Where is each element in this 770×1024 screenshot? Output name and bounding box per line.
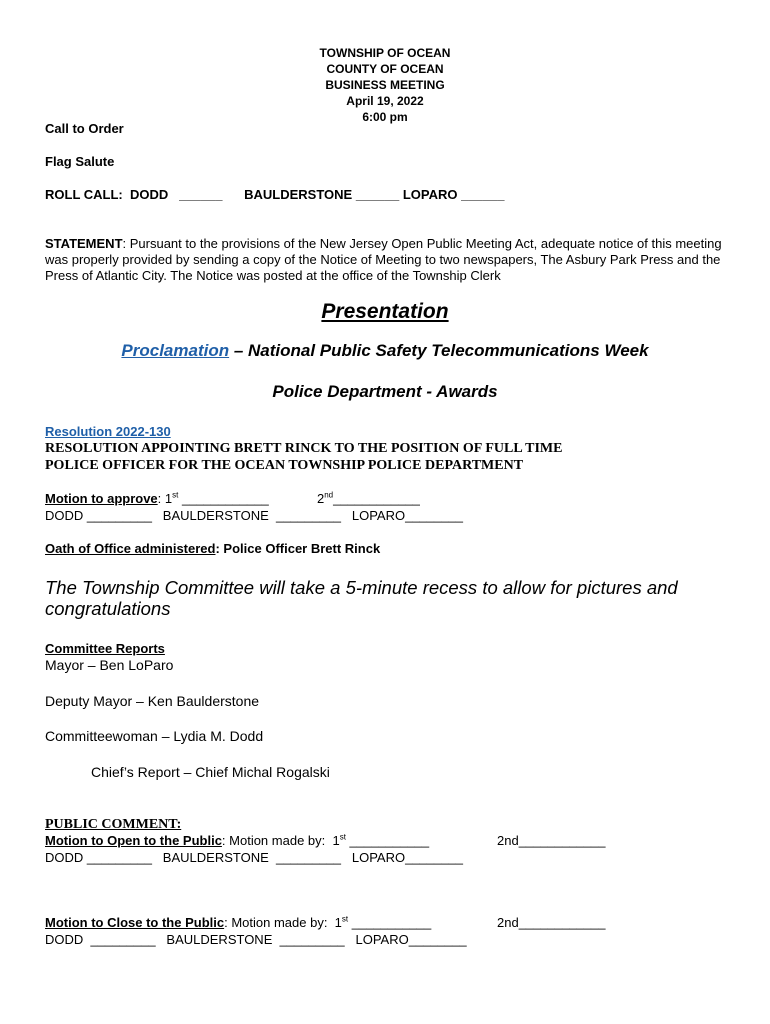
proclamation-text: – National Public Safety Telecommunications Week bbox=[229, 341, 649, 360]
first-superscript: st bbox=[172, 490, 179, 500]
resolution-title-line1: RESOLUTION APPOINTING BRETT RINCK TO THE POSITION OF FULL TIME bbox=[45, 441, 563, 456]
report-chief: Chief’s Report – Chief Michal Rogalski bbox=[91, 764, 330, 780]
motion-close-blank: ___________ bbox=[348, 915, 432, 930]
motion-open-label: Motion to Open to the Public bbox=[45, 833, 222, 848]
statement-label: STATEMENT bbox=[45, 236, 123, 251]
proclamation-link[interactable]: Proclamation bbox=[121, 341, 230, 360]
statement-paragraph bbox=[45, 236, 725, 284]
motion-first-blank: ____________ bbox=[178, 491, 269, 506]
motion-first-label: : 1 bbox=[157, 491, 173, 506]
motion-close-votes: DODD _________ BAULDERSTONE _________ LOPARO________ bbox=[45, 932, 467, 947]
public-comment-heading: PUBLIC COMMENT: bbox=[45, 817, 182, 832]
open-superscript: st bbox=[339, 832, 346, 842]
report-committeewoman: Committeewoman – Lydia M. Dodd bbox=[45, 728, 264, 744]
motion-close-line bbox=[45, 915, 431, 930]
second-number: 2 bbox=[317, 491, 325, 506]
motion-close-text: : Motion made by: 1 bbox=[224, 915, 342, 930]
motion-open-text: : Motion made by: 1 bbox=[221, 833, 340, 848]
oath-line bbox=[45, 541, 380, 556]
header-date: April 19, 2022 bbox=[346, 94, 424, 108]
motion-second bbox=[317, 491, 420, 506]
motion-approve-label: Motion to approve bbox=[45, 491, 158, 506]
header-time: 6:00 pm bbox=[362, 110, 408, 124]
recess-note: The Township Committee will take a 5-minute recess to allow for pictures and congratulations bbox=[45, 577, 678, 619]
motion-open-blank: ___________ bbox=[345, 833, 430, 848]
proclamation-line bbox=[0, 341, 770, 361]
motion-open-votes: DODD _________ BAULDERSTONE _________ LOPARO________ bbox=[45, 850, 463, 865]
resolution-votes: DODD _________ BAULDERSTONE _________ LOPARO________ bbox=[45, 508, 463, 523]
resolution-number-link[interactable]: Resolution 2022-130 bbox=[45, 424, 171, 439]
motion-open-second: 2nd____________ bbox=[497, 833, 606, 848]
motion-approve-line bbox=[45, 491, 269, 506]
header-meeting-type: BUSINESS MEETING bbox=[325, 78, 445, 92]
roll-call: ROLL CALL: DODD ______ BAULDERSTONE ______ LOPARO ______ bbox=[45, 187, 505, 202]
report-mayor: Mayor – Ben LoParo bbox=[45, 657, 174, 673]
motion-close-label: Motion to Close to the Public bbox=[45, 915, 225, 930]
motion-close-second: 2nd____________ bbox=[497, 915, 606, 930]
header-county: COUNTY OF OCEAN bbox=[326, 62, 444, 76]
oath-text: : Police Officer Brett Rinck bbox=[215, 541, 381, 556]
flag-salute: Flag Salute bbox=[45, 154, 115, 169]
presentation-title: Presentation bbox=[321, 300, 449, 323]
header-township: TOWNSHIP OF OCEAN bbox=[319, 46, 451, 60]
motion-second-blank: ____________ bbox=[333, 491, 420, 506]
police-awards: Police Department - Awards bbox=[272, 382, 498, 401]
motion-open-line bbox=[45, 833, 429, 848]
report-deputy-mayor: Deputy Mayor – Ken Baulderstone bbox=[45, 693, 260, 709]
second-superscript: nd bbox=[324, 490, 334, 500]
resolution-title-line2: POLICE OFFICER FOR THE OCEAN TOWNSHIP POLICE DEPARTMENT bbox=[45, 458, 524, 473]
call-to-order: Call to Order bbox=[45, 121, 124, 136]
oath-label: Oath of Office administered bbox=[45, 541, 216, 556]
close-superscript: st bbox=[341, 914, 349, 924]
committee-reports-heading: Committee Reports bbox=[45, 641, 165, 656]
statement-text: : Pursuant to the provisions of the New Jersey Open Public Meeting Act, adequate notice of this meeting was properly provided by sending a copy of the Notice of Meeting to two newspapers, The Asbury Park Press and the Press of Atlantic City. The Notice was posted at the office of the Township Clerk bbox=[45, 236, 722, 283]
